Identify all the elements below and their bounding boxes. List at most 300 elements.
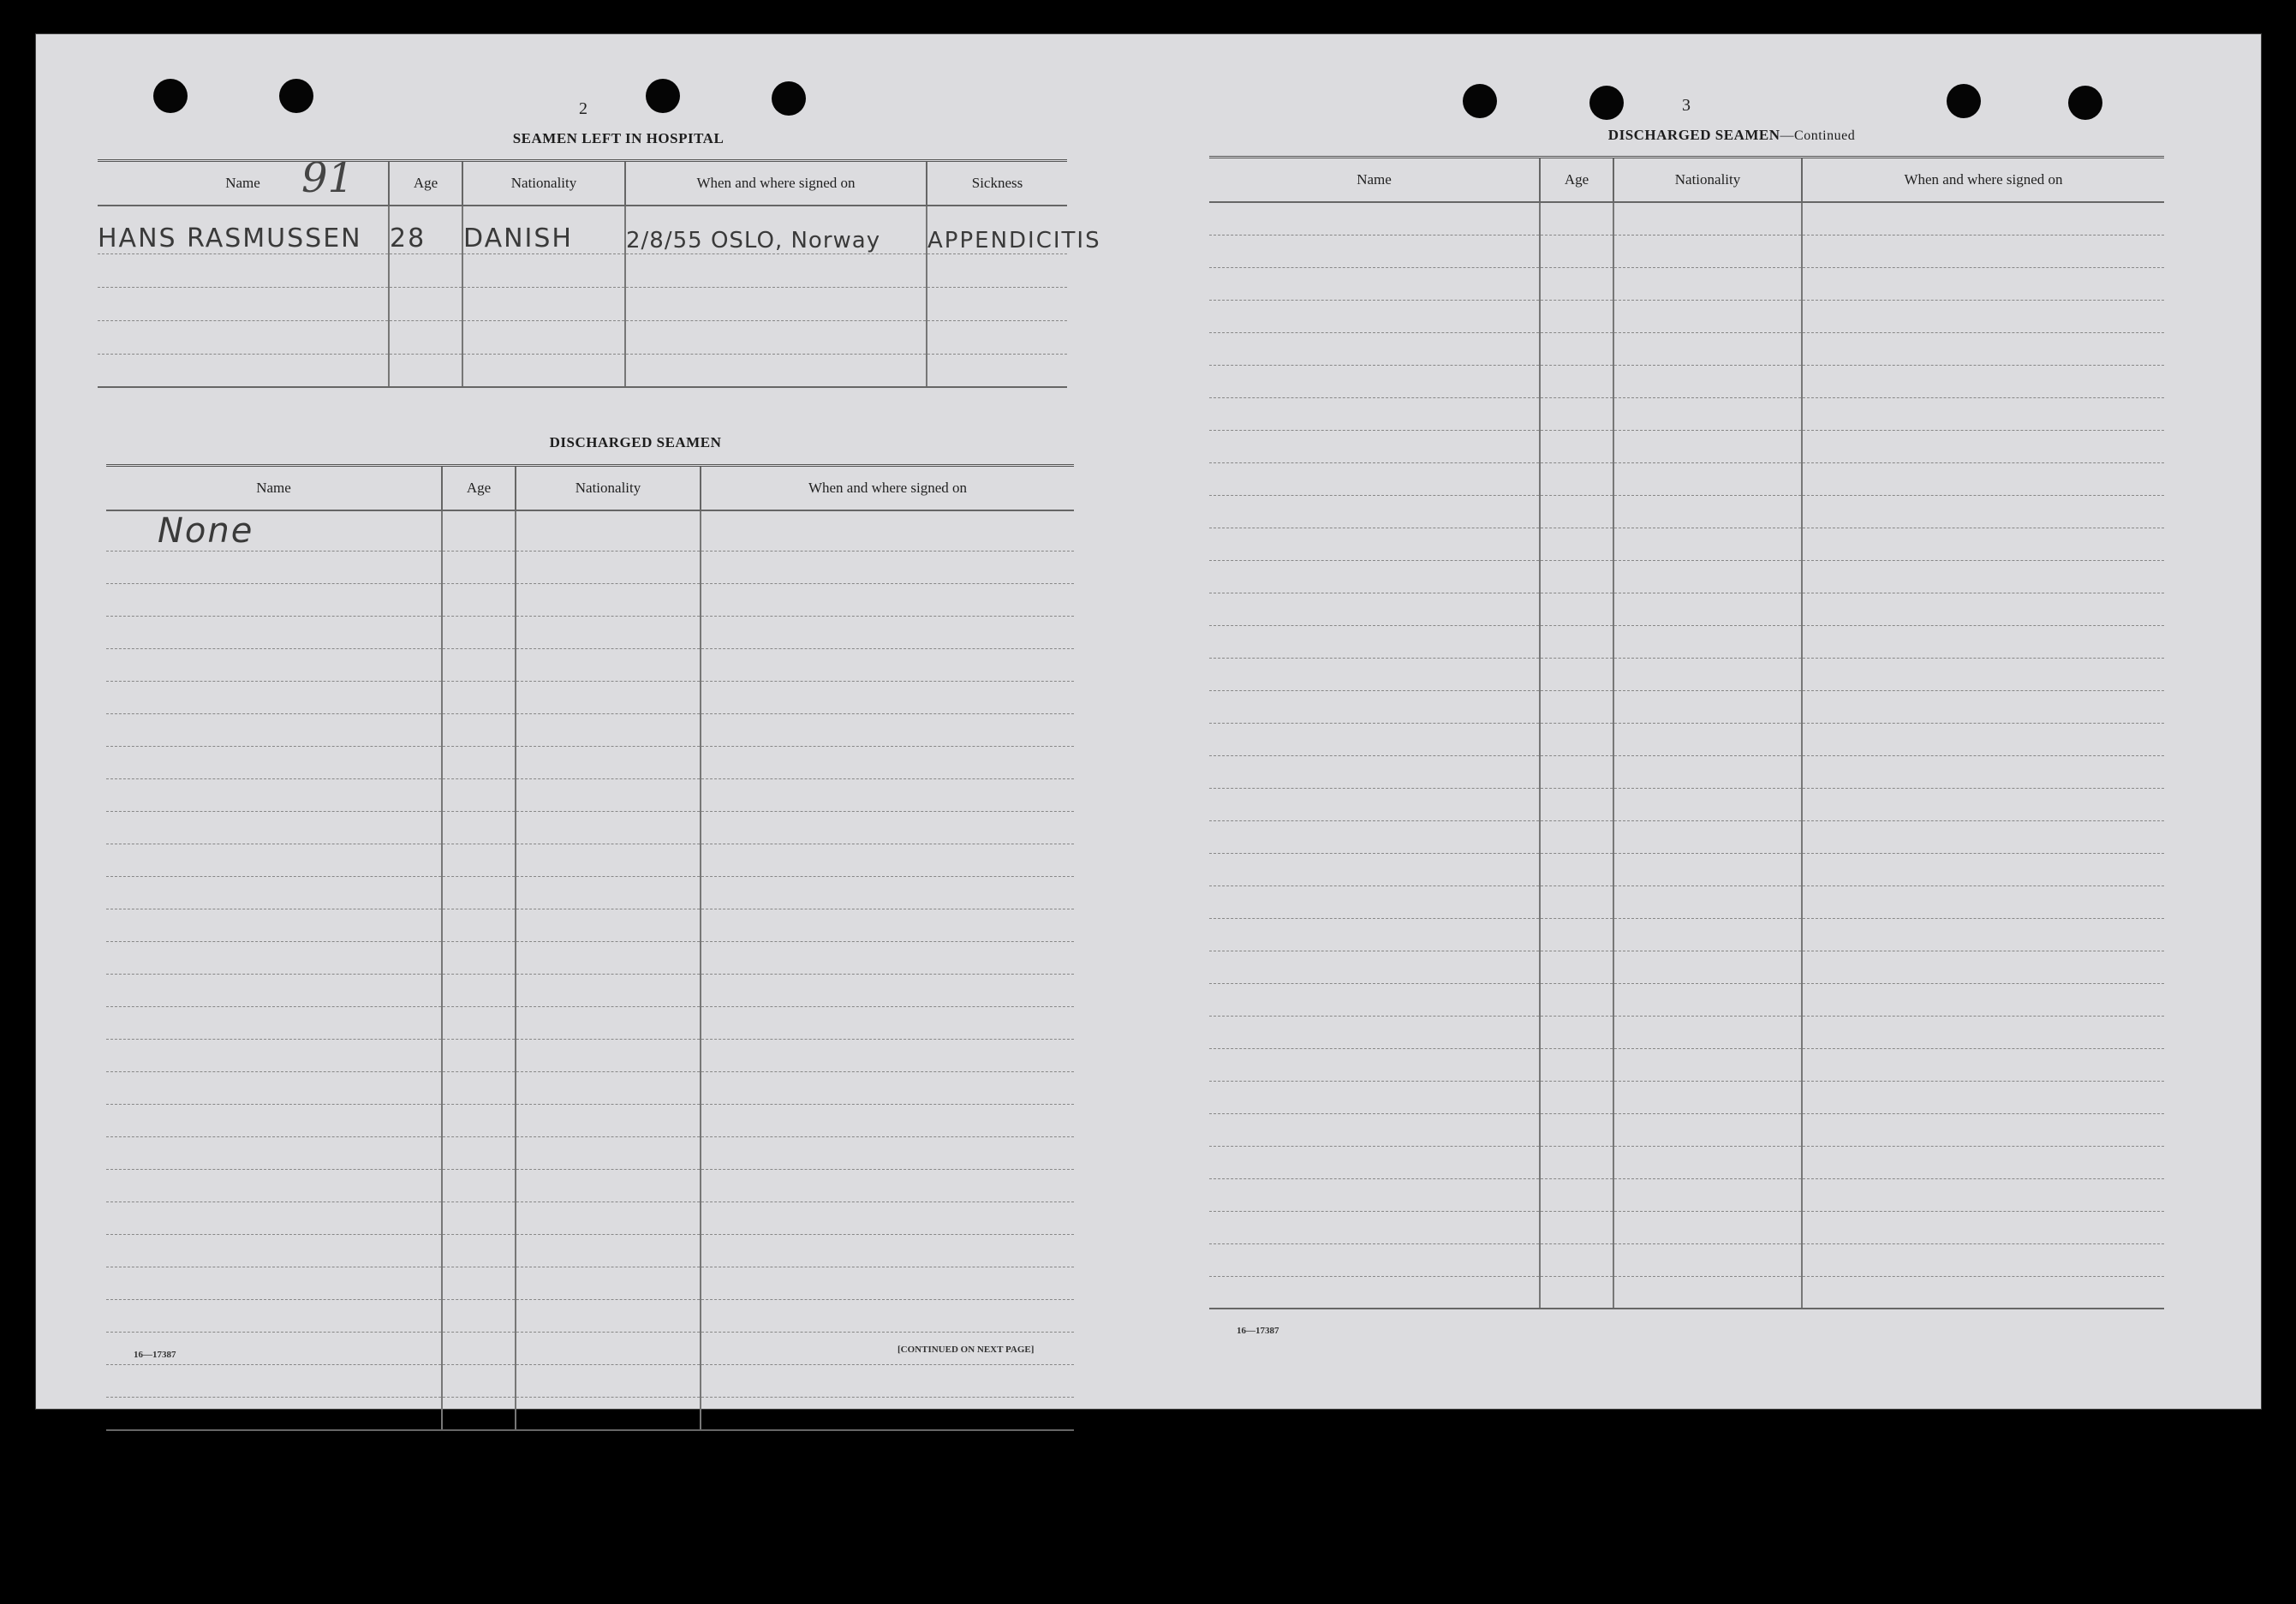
- cell-signed-on: [1802, 1048, 2164, 1081]
- cell-signed-on: [1802, 300, 2164, 332]
- cell-age: [1540, 430, 1613, 462]
- cell-nationality: [1613, 202, 1802, 235]
- table-row: [1209, 755, 2164, 788]
- cell-age: [389, 320, 462, 354]
- cell-name: [1209, 918, 1540, 951]
- cell-nationality: [1613, 1016, 1802, 1048]
- table-row: [106, 1267, 1074, 1300]
- cell-name: [1209, 430, 1540, 462]
- cell-sickness: [927, 287, 1067, 320]
- cell-age: [1540, 1211, 1613, 1243]
- discharged-section-title: DISCHARGED SEAMEN: [549, 434, 722, 450]
- cell-name: [106, 1267, 442, 1300]
- cell-name: [106, 617, 442, 649]
- punch-hole: [772, 81, 806, 116]
- cell-age: [1540, 202, 1613, 235]
- cell-age: [442, 1398, 516, 1430]
- cell-signed-on: [701, 1235, 1074, 1267]
- table-row: [98, 206, 1067, 253]
- cell-nationality: [516, 779, 701, 812]
- cell-nationality: [1613, 1146, 1802, 1178]
- cell-name: [106, 1300, 442, 1333]
- table-row: [98, 354, 1067, 387]
- table-row: [106, 1007, 1074, 1040]
- table-row: [1209, 1081, 2164, 1113]
- cell-name: [106, 877, 442, 909]
- cell-nationality: [516, 714, 701, 747]
- cell-name: [98, 354, 389, 387]
- cell-nationality: [516, 1072, 701, 1105]
- cell-nationality: [1613, 1178, 1802, 1211]
- cell-name: [1209, 300, 1540, 332]
- cell-age: [442, 1202, 516, 1235]
- cell-age: [442, 747, 516, 779]
- cell-signed-on: [701, 584, 1074, 617]
- cell-nationality: [1613, 690, 1802, 723]
- column-header-signed-on: When and where signed on: [1802, 158, 2164, 203]
- cell-age: [1540, 918, 1613, 951]
- cell-name: [1209, 625, 1540, 658]
- cell-signed-on: [1802, 885, 2164, 918]
- cell-name: [106, 1105, 442, 1137]
- cell-nationality: [462, 320, 625, 354]
- table-row: [1209, 528, 2164, 560]
- cell-signed-on: [1802, 918, 2164, 951]
- cell-nationality: [516, 649, 701, 682]
- table-row: [1209, 1211, 2164, 1243]
- table-row: [106, 714, 1074, 747]
- table-row: [98, 287, 1067, 320]
- table-row: [106, 1300, 1074, 1333]
- cell-age: [1540, 1113, 1613, 1146]
- cell-name: [1209, 495, 1540, 528]
- cell-signed-on: [701, 1105, 1074, 1137]
- cell-signed-on: 2/8/55 OSLO, Norway: [625, 206, 927, 253]
- cell-nationality: [1613, 983, 1802, 1016]
- cell-age: [1540, 723, 1613, 755]
- cell-name: [98, 253, 389, 287]
- cell-nationality: [1613, 1113, 1802, 1146]
- cell-age: [442, 844, 516, 877]
- cell-age: [1540, 788, 1613, 820]
- cell-age: [442, 1007, 516, 1040]
- cell-nationality: [1613, 332, 1802, 365]
- table-row: [106, 617, 1074, 649]
- cell-signed-on: [1802, 723, 2164, 755]
- table-row: [1209, 593, 2164, 625]
- punch-hole: [1947, 84, 1981, 118]
- punch-hole: [1463, 84, 1497, 118]
- cell-age: [1540, 1081, 1613, 1113]
- cell-age: [442, 1333, 516, 1365]
- cell-name: [1209, 1243, 1540, 1276]
- table-row: [106, 1170, 1074, 1202]
- cell-age: [1540, 1146, 1613, 1178]
- table-row: [1209, 820, 2164, 853]
- table-row: [106, 812, 1074, 844]
- table-row: [106, 779, 1074, 812]
- cell-signed-on: [701, 942, 1074, 975]
- cell-signed-on: [1802, 365, 2164, 397]
- cell-name: [1209, 1276, 1540, 1309]
- cell-name: [1209, 560, 1540, 593]
- cell-signed-on: [1802, 1178, 2164, 1211]
- cell-age: [1540, 1178, 1613, 1211]
- cell-name: None: [106, 510, 442, 552]
- cell-name: [106, 1170, 442, 1202]
- cell-age: [1540, 332, 1613, 365]
- cell-name: [1209, 1016, 1540, 1048]
- title-suffix: —Continued: [1780, 128, 1856, 143]
- cell-name: [1209, 1146, 1540, 1178]
- cell-sickness: [927, 354, 1067, 387]
- cell-age: [442, 510, 516, 552]
- cell-sickness: [927, 253, 1067, 287]
- cell-name: [106, 1202, 442, 1235]
- cell-nationality: [516, 909, 701, 942]
- cell-signed-on: [1802, 560, 2164, 593]
- cell-age: [1540, 495, 1613, 528]
- cell-signed-on: [701, 747, 1074, 779]
- cell-age: [1540, 1048, 1613, 1081]
- cell-signed-on: [1802, 755, 2164, 788]
- cell-name: [106, 584, 442, 617]
- cell-age: [442, 714, 516, 747]
- cell-nationality: [516, 975, 701, 1007]
- table-row: [106, 510, 1074, 552]
- cell-nationality: [1613, 755, 1802, 788]
- cell-age: [1540, 690, 1613, 723]
- cell-signed-on: [701, 1398, 1074, 1430]
- table-row: [106, 1105, 1074, 1137]
- cell-age: [442, 909, 516, 942]
- cell-age: [442, 1267, 516, 1300]
- cell-age: [1540, 267, 1613, 300]
- cell-nationality: [516, 942, 701, 975]
- table-row: [1209, 853, 2164, 885]
- page-number-right: 3: [1682, 96, 1691, 115]
- cell-name: [1209, 658, 1540, 690]
- punch-hole: [2068, 86, 2102, 120]
- table-row: [1209, 202, 2164, 235]
- cell-age: [442, 1040, 516, 1072]
- cell-age: [1540, 755, 1613, 788]
- cell-nationality: [1613, 560, 1802, 593]
- cell-name: [106, 942, 442, 975]
- cell-signed-on: [701, 1007, 1074, 1040]
- cell-nationality: [1613, 462, 1802, 495]
- cell-nationality: [1613, 235, 1802, 267]
- cell-nationality: [1613, 820, 1802, 853]
- column-header-age: Age: [389, 161, 462, 206]
- cell-name: [106, 909, 442, 942]
- form-number-right: 16—17387: [1237, 1326, 1279, 1336]
- cell-nationality: DANISH: [462, 206, 625, 253]
- cell-age: [1540, 853, 1613, 885]
- cell-age: [442, 617, 516, 649]
- cell-nationality: [516, 1170, 701, 1202]
- cell-name: [106, 714, 442, 747]
- table-row: [1209, 430, 2164, 462]
- cell-signed-on: [625, 320, 927, 354]
- cell-signed-on: [701, 552, 1074, 584]
- table-row: [1209, 1146, 2164, 1178]
- cell-age: [442, 682, 516, 714]
- cell-age: [389, 253, 462, 287]
- cell-nationality: [516, 682, 701, 714]
- punch-hole: [153, 79, 188, 113]
- cell-age: [1540, 462, 1613, 495]
- cell-name: [1209, 723, 1540, 755]
- cell-signed-on: [701, 779, 1074, 812]
- discharged-continued-title: [1492, 127, 1971, 144]
- cell-nationality: [516, 1365, 701, 1398]
- cell-name: HANS RASMUSSEN: [98, 206, 389, 253]
- cell-name: [106, 779, 442, 812]
- cell-nationality: [1613, 1276, 1802, 1309]
- form-number-left: 16—17387: [134, 1350, 176, 1360]
- cell-nationality: [516, 1007, 701, 1040]
- table-row: [106, 682, 1074, 714]
- cell-signed-on: [1802, 1276, 2164, 1309]
- cell-signed-on: [1802, 1081, 2164, 1113]
- cell-age: [442, 1365, 516, 1398]
- table-row: [106, 1040, 1074, 1072]
- cell-age: 28: [389, 206, 462, 253]
- cell-age: [442, 779, 516, 812]
- cell-name: [1209, 951, 1540, 983]
- cell-nationality: [1613, 1048, 1802, 1081]
- table-row: [106, 649, 1074, 682]
- cell-signed-on: [701, 1202, 1074, 1235]
- cell-age: [442, 1170, 516, 1202]
- cell-sickness: APPENDICITIS: [927, 206, 1067, 253]
- table-row: [106, 942, 1074, 975]
- cell-signed-on: [625, 354, 927, 387]
- cell-name: [1209, 365, 1540, 397]
- table-row: [1209, 625, 2164, 658]
- cell-name: [1209, 885, 1540, 918]
- discharged-table-right: [1209, 156, 2164, 1309]
- table-row: [1209, 951, 2164, 983]
- hospital-section-title: SEAMEN LEFT IN HOSPITAL: [512, 130, 725, 146]
- cell-age: [442, 552, 516, 584]
- table-row: [1209, 1178, 2164, 1211]
- cell-name: [98, 320, 389, 354]
- cell-nationality: [516, 877, 701, 909]
- table-row: [106, 1137, 1074, 1170]
- table-row: [1209, 1016, 2164, 1048]
- table-row: [1209, 885, 2164, 918]
- table-row: [1209, 267, 2164, 300]
- cell-signed-on: [1802, 1146, 2164, 1178]
- cell-nationality: [1613, 430, 1802, 462]
- cell-name: [1209, 1081, 1540, 1113]
- table-row: [98, 320, 1067, 354]
- cell-signed-on: [1802, 332, 2164, 365]
- cell-signed-on: [1802, 202, 2164, 235]
- cell-age: [1540, 235, 1613, 267]
- cell-nationality: [1613, 1243, 1802, 1276]
- cell-name: [1209, 820, 1540, 853]
- cell-nationality: [516, 812, 701, 844]
- cell-name: [106, 1365, 442, 1398]
- cell-signed-on: [1802, 951, 2164, 983]
- column-header-nationality: Nationality: [1613, 158, 1802, 203]
- column-header-signed-on: When and where signed on: [625, 161, 927, 206]
- cell-age: [1540, 625, 1613, 658]
- cell-name: [106, 1007, 442, 1040]
- cell-signed-on: [1802, 1113, 2164, 1146]
- cell-sickness: [927, 320, 1067, 354]
- cell-signed-on: [625, 287, 927, 320]
- cell-name: [1209, 1178, 1540, 1211]
- cell-signed-on: [1802, 462, 2164, 495]
- cell-name: [106, 812, 442, 844]
- cell-age: [1540, 365, 1613, 397]
- column-header-nationality: Nationality: [462, 161, 625, 206]
- cell-signed-on: [701, 1365, 1074, 1398]
- column-header-age: Age: [442, 466, 516, 511]
- cell-name: [1209, 1113, 1540, 1146]
- cell-nationality: [1613, 853, 1802, 885]
- cell-name: [1209, 235, 1540, 267]
- cell-nationality: [1613, 300, 1802, 332]
- cell-nationality: [516, 1040, 701, 1072]
- table-row: [106, 584, 1074, 617]
- table-row: [106, 552, 1074, 584]
- cell-nationality: [1613, 658, 1802, 690]
- cell-signed-on: [1802, 528, 2164, 560]
- cell-name: [106, 682, 442, 714]
- cell-signed-on: [1802, 593, 2164, 625]
- table-header-row: [98, 161, 1067, 206]
- table-row: [106, 844, 1074, 877]
- cell-nationality: [1613, 397, 1802, 430]
- table-row: [1209, 397, 2164, 430]
- column-header-sickness: Sickness: [927, 161, 1067, 206]
- column-header-signed-on: When and where signed on: [701, 466, 1074, 511]
- column-header-age: Age: [1540, 158, 1613, 203]
- cell-name: [1209, 528, 1540, 560]
- cell-age: [442, 1072, 516, 1105]
- cell-nationality: [516, 1105, 701, 1137]
- cell-name: [1209, 462, 1540, 495]
- cell-name: [1209, 1211, 1540, 1243]
- cell-name: [1209, 267, 1540, 300]
- hospital-table: [98, 159, 1101, 388]
- cell-age: [442, 1105, 516, 1137]
- cell-age: [442, 584, 516, 617]
- table-row: [1209, 918, 2164, 951]
- cell-age: [1540, 983, 1613, 1016]
- table-row: [1209, 1048, 2164, 1081]
- cell-nationality: [516, 1202, 701, 1235]
- table-row: [1209, 690, 2164, 723]
- table-header-row: [106, 466, 1074, 511]
- cell-age: [442, 1137, 516, 1170]
- cell-name: [1209, 397, 1540, 430]
- document-sheet: [36, 34, 2261, 1409]
- cell-name: [1209, 853, 1540, 885]
- cell-age: [1540, 1243, 1613, 1276]
- cell-signed-on: [701, 877, 1074, 909]
- table-row: [106, 877, 1074, 909]
- table-row: [1209, 235, 2164, 267]
- cell-signed-on: [701, 714, 1074, 747]
- table-row: [1209, 658, 2164, 690]
- cell-age: [1540, 820, 1613, 853]
- cell-age: [442, 942, 516, 975]
- cell-signed-on: [1802, 853, 2164, 885]
- cell-age: [389, 354, 462, 387]
- cell-nationality: [516, 584, 701, 617]
- cell-signed-on: [701, 812, 1074, 844]
- cell-name: [106, 844, 442, 877]
- discharged-table-left: [106, 464, 1074, 1431]
- cell-nationality: [516, 747, 701, 779]
- cell-signed-on: [1802, 1016, 2164, 1048]
- cell-signed-on: [1802, 820, 2164, 853]
- cell-signed-on: [1802, 983, 2164, 1016]
- cell-signed-on: [701, 1170, 1074, 1202]
- cell-name: [1209, 983, 1540, 1016]
- table-row: [1209, 1243, 2164, 1276]
- column-header-name: Name: [1209, 158, 1540, 203]
- cell-name: [106, 747, 442, 779]
- cell-nationality: [516, 1235, 701, 1267]
- cell-signed-on: [701, 1267, 1074, 1300]
- cell-nationality: [462, 287, 625, 320]
- cell-nationality: [1613, 1081, 1802, 1113]
- cell-signed-on: [701, 1072, 1074, 1105]
- cell-name: [106, 1040, 442, 1072]
- cell-nationality: [516, 1300, 701, 1333]
- cell-age: [442, 1235, 516, 1267]
- punch-hole: [646, 79, 680, 113]
- cell-age: [1540, 1276, 1613, 1309]
- cell-signed-on: [625, 253, 927, 287]
- cell-signed-on: [1802, 658, 2164, 690]
- table-row: [1209, 462, 2164, 495]
- cell-nationality: [1613, 528, 1802, 560]
- cell-signed-on: [1802, 495, 2164, 528]
- column-header-nationality: Nationality: [516, 466, 701, 511]
- cell-age: [1540, 951, 1613, 983]
- cell-signed-on: [1802, 267, 2164, 300]
- cell-name: [106, 975, 442, 1007]
- cell-nationality: [1613, 625, 1802, 658]
- table-row: [106, 1365, 1074, 1398]
- cell-signed-on: [1802, 690, 2164, 723]
- cell-nationality: [516, 1267, 701, 1300]
- table-row: [1209, 983, 2164, 1016]
- column-header-name: Name: [106, 466, 442, 511]
- cell-name: [1209, 755, 1540, 788]
- cell-signed-on: [701, 617, 1074, 649]
- page-number-left: 2: [579, 99, 587, 118]
- cell-name: [98, 287, 389, 320]
- cell-nationality: [1613, 593, 1802, 625]
- cell-nationality: [516, 844, 701, 877]
- table-row: [106, 747, 1074, 779]
- cell-signed-on: [701, 975, 1074, 1007]
- cell-age: [442, 649, 516, 682]
- cell-age: [1540, 300, 1613, 332]
- table-row: [106, 1398, 1074, 1430]
- table-row: [106, 909, 1074, 942]
- cell-signed-on: [701, 682, 1074, 714]
